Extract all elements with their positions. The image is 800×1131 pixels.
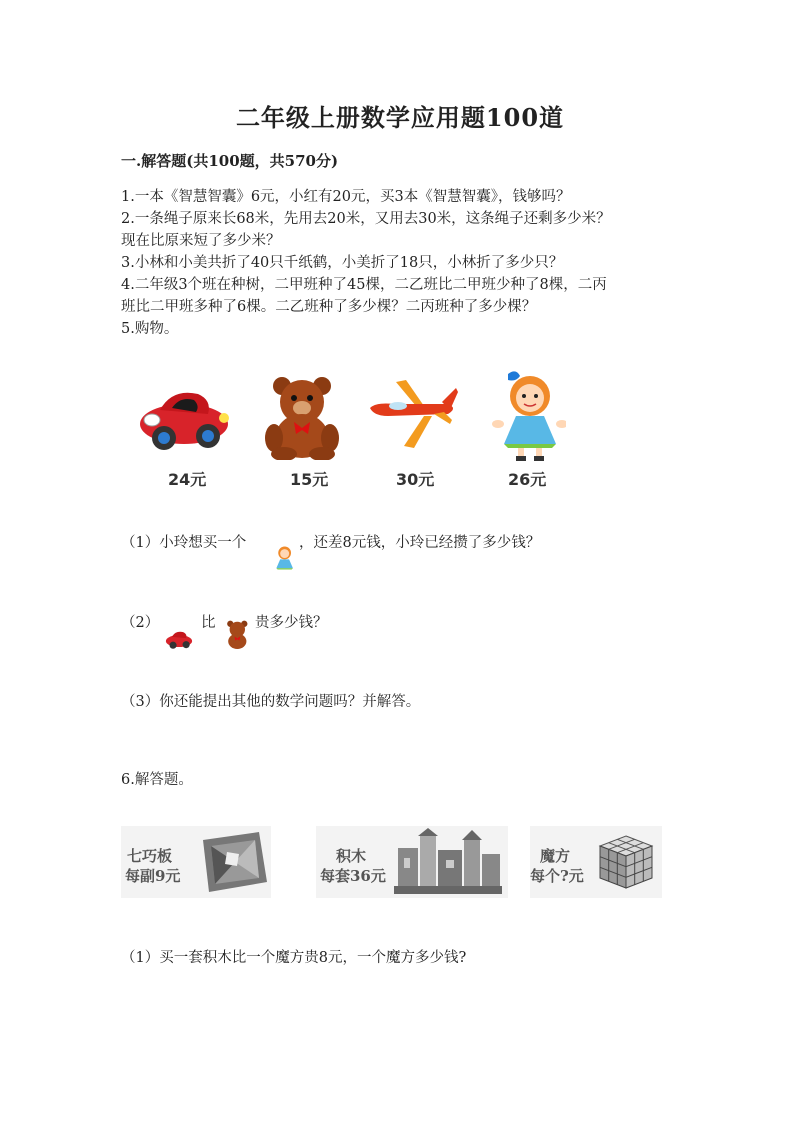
rubiks-cube-name: 魔方 [540,847,571,865]
sub5-q1-start: （1）小玲想买一个 [121,535,247,551]
sub5-q2-prefix: （2） [121,615,160,631]
rubiks-cube-icon [596,832,656,896]
doll-price: 26元 [508,470,547,489]
teddy-bear-price: 15元 [290,470,329,489]
question-2-line-1: 2.一条绳子原来长68米，先用去20米，又用去30米，这条绳子还剩多少米？ [121,211,611,227]
doll-icon [490,368,566,466]
sub5-q2-end: 贵多少钱？ [255,615,328,631]
question-6: 6.解答题。 [121,772,193,788]
tangram-icon [199,830,269,898]
question-3: 3.小林和小美共折了40只千纸鹤，小美折了18只，小林折了多少只？ [121,255,564,271]
building-blocks-panel [316,826,508,898]
toy-car-icon [138,380,230,458]
page-title: 二年级上册数学应用题100道 [235,103,565,132]
doll-small-icon [271,544,297,578]
sub5-q3: （3）你还能提出其他的数学问题吗？并解答。 [121,694,421,710]
question-5: 5.购物。 [121,321,179,337]
teddy-bear-icon [264,376,344,464]
question-2-line-2: 现在比原来短了多少米？ [121,233,281,249]
question-1: 1.一本《智慧智囊》6元，小红有20元，买3本《智慧智囊》，钱够吗？ [121,189,571,205]
question-4-line-2: 班比二甲班多种了6棵。二乙班种了多少棵？二丙班种了多少棵？ [121,299,537,315]
section-heading: 一.解答题(共100题，共570分) [121,152,339,170]
tangram-price: 每副9元 [125,867,181,885]
sub5-q1-end: ，还差8元钱，小玲已经攒了多少钱？ [299,535,541,551]
question-4-line-1: 4.二年级3个班在种树，二甲班种了45棵，二乙班比二甲班少种了8棵，二丙 [121,277,607,293]
toy-plane-price: 30元 [396,470,435,489]
building-blocks-name: 积木 [336,847,367,865]
rubiks-cube-price: 每个?元 [530,867,584,885]
sub6-q1: （1）买一套积木比一个魔方贵8元，一个魔方多少钱? [121,950,467,966]
building-blocks-icon [394,828,504,900]
sub5-q2-compare: 比 [201,615,216,631]
toy-car-small-icon [164,628,194,654]
tangram-panel [121,826,271,898]
building-blocks-price: 每套36元 [320,867,386,885]
tangram-name: 七巧板 [127,847,173,865]
toy-plane-icon [368,380,460,454]
teddy-bear-small-icon [224,620,252,654]
toy-car-price: 24元 [168,470,207,489]
rubiks-cube-panel [530,826,662,898]
